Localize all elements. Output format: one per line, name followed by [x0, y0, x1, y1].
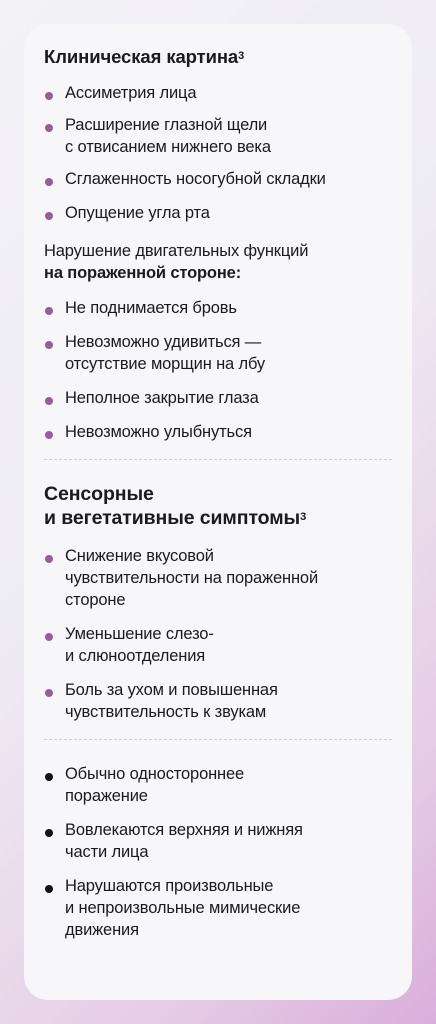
- bullet-icon: [45, 397, 53, 405]
- list-item: Сглаженность носогубной складки: [44, 168, 392, 190]
- clinical-picture-heading: [44, 45, 392, 69]
- bullet-icon: [45, 92, 53, 100]
- clinical-picture-title: Клиническая картина: [44, 46, 239, 67]
- list-item: Невозможно улыбнуться: [44, 421, 392, 443]
- list-item: Не поднимается бровь: [44, 297, 392, 319]
- sensory-heading: Сенсорные и вегетативные симптомы$^3$: [44, 483, 307, 529]
- list-item: Обычно одностороннее поражение: [44, 763, 392, 807]
- list-item: Нарушаются произвольные и непроизвольные мимические движения: [44, 875, 392, 941]
- motor-intro: Нарушение двигательных функций на пораженной стороне:: [44, 242, 309, 282]
- list-item: Ассиметрия лица: [44, 82, 392, 104]
- bullet-icon: [45, 212, 53, 220]
- list-item: Опущение угла рта: [44, 202, 392, 224]
- bullet-icon: [45, 307, 53, 315]
- bullet-icon: [45, 885, 53, 893]
- list-item: Снижение вкусовой чувствительности на пораженной стороне: [44, 545, 392, 611]
- bullet-icon: [45, 431, 53, 439]
- divider: [44, 459, 392, 460]
- bullet-icon: [45, 178, 53, 186]
- list-item: Уменьшение слезо- и слюноотделения: [44, 623, 392, 667]
- list-item: Расширение глазной щели с отвисанием нижнего века: [44, 114, 392, 158]
- clinical-signs-list: [44, 82, 392, 224]
- bullet-icon: [45, 341, 53, 349]
- bullet-icon: [45, 555, 53, 563]
- footnote-ref: 3: [300, 511, 307, 523]
- list-item: Боль за ухом и повышенная чувствительность к звукам: [44, 679, 392, 723]
- list-item: Неполное закрытие глаза: [44, 387, 392, 409]
- footnote-ref: 3: [238, 50, 245, 62]
- sensory-symptoms-list: [44, 545, 392, 723]
- bullet-icon: [45, 773, 53, 781]
- divider: [44, 739, 392, 740]
- motor-impairments-list: [44, 297, 392, 443]
- list-item: Невозможно удивиться — отсутствие морщин на лбу: [44, 331, 392, 375]
- list-item: Вовлекаются верхняя и нижняя части лица: [44, 819, 392, 863]
- bullet-icon: [45, 124, 53, 132]
- general-features-list: [44, 763, 392, 941]
- bullet-icon: [45, 633, 53, 641]
- info-card: [24, 24, 412, 1000]
- bullet-icon: [45, 689, 53, 697]
- bullet-icon: [45, 829, 53, 837]
